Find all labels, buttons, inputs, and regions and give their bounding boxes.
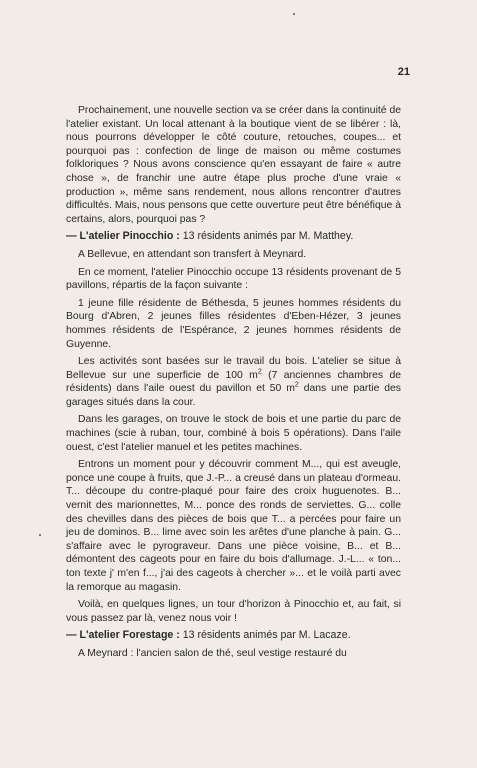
paper-speck bbox=[39, 534, 41, 536]
section-heading-forestage bbox=[66, 629, 401, 643]
paragraph bbox=[66, 355, 401, 409]
paragraph: A Meynard : l'ancien salon de thé, seul vestige restauré du bbox=[78, 647, 347, 659]
paragraph: A Bellevue, en attendant son transfert à Meynard. bbox=[78, 248, 307, 260]
paragraph: Voilà, en quelques lignes, un tour d'horizon à Pinocchio et, au fait, si vous passez par là, venez nous voir ! bbox=[66, 599, 401, 624]
paragraph: En ce moment, l'atelier Pinocchio occupe 13 résidents provenant de 5 pavillons, répartis de la façon suivante : bbox=[66, 266, 401, 292]
text-run: (7 anciennes chambres de résidents) dans l'aile ouest du pavillon et 50 m bbox=[66, 369, 401, 395]
text-column bbox=[66, 104, 401, 665]
paper-speck bbox=[293, 13, 295, 15]
intro-paragraph: Prochainement, une nouvelle section va se créer dans la continuité de l'atelier existant. Un local attenant à la boutique vient de se libérer : là, nous pourrons développer le côté couture, retouches, coupes... et pourquoi pas : confection de linge de maison ou même costumes folkloriques ? Nous avons conscience qu'en essayant de faire « autre chose », de franchir une autre étape plus proche d'une vraie « production », même sans rendement, nous allons rencontrer d'autres difficultés. Mais, nous pensons que cette ouverture peut être bénéfique à certains, alors, pourquoi pas ? bbox=[66, 105, 401, 225]
section-subtitle: 13 résidents animés par M. Matthey. bbox=[179, 230, 354, 243]
section-heading-pinocchio bbox=[66, 230, 401, 244]
section-subtitle: 13 résidents animés par M. Lacaze. bbox=[179, 629, 351, 642]
text-run: Les activités sont basées sur le travail du bois. L'atelier se situe à Bellevue sur une superficie de 100 m bbox=[66, 356, 401, 381]
paragraph: 1 jeune fille résidente de Béthesda, 5 jeunes hommes résidents du Bourg d'Abren, 2 jeunes filles résidentes d'Eben-Hézer, 3 jeunes hommes résidents de l'Espérance, 2 jeunes hommes résidents de Guyenne. bbox=[66, 297, 401, 350]
section-title: — L'atelier Forestage : bbox=[66, 629, 180, 642]
text-run: dans une partie des garages situés dans la cour. bbox=[66, 383, 401, 408]
page-number: 21 bbox=[397, 66, 410, 78]
paragraph: Entrons un moment pour y découvrir comment M..., qui est aveugle, ponce une coupe à fruits, que J.-P... a creusé dans un plateau d'ormeau. T... découpe du contre-plaqué pour faire des croix huguenotes. B... vernit des marionnettes, M... ponce des ronds de serviettes. G... colle des chevilles dans des pièces de bois que T... a percées pour faire un jeu de dominos. B... lime avec soin les arêtes d'une planche à pain. G... s'affaire avec le pyrograveur. Dans une pièce voisine, B... et B... démontent des cageots pour en faire du bois d'allumage. J.-L... « ton... ton texte j' m'en f..., j'ai des cageots à chercher »... et le voilà parti avec la remorque au magasin. bbox=[66, 459, 401, 593]
section-title: — L'atelier Pinocchio : bbox=[66, 230, 180, 243]
paragraph: Dans les garages, on trouve le stock de bois et une partie du parc de machines (scie à ruban, tour, combiné à bois 5 opérations). Dans l'aile ouest, c'est l'atelier manuel et les petites machines. bbox=[66, 414, 401, 453]
superscript: 2 bbox=[294, 381, 299, 389]
superscript: 2 bbox=[257, 368, 262, 376]
